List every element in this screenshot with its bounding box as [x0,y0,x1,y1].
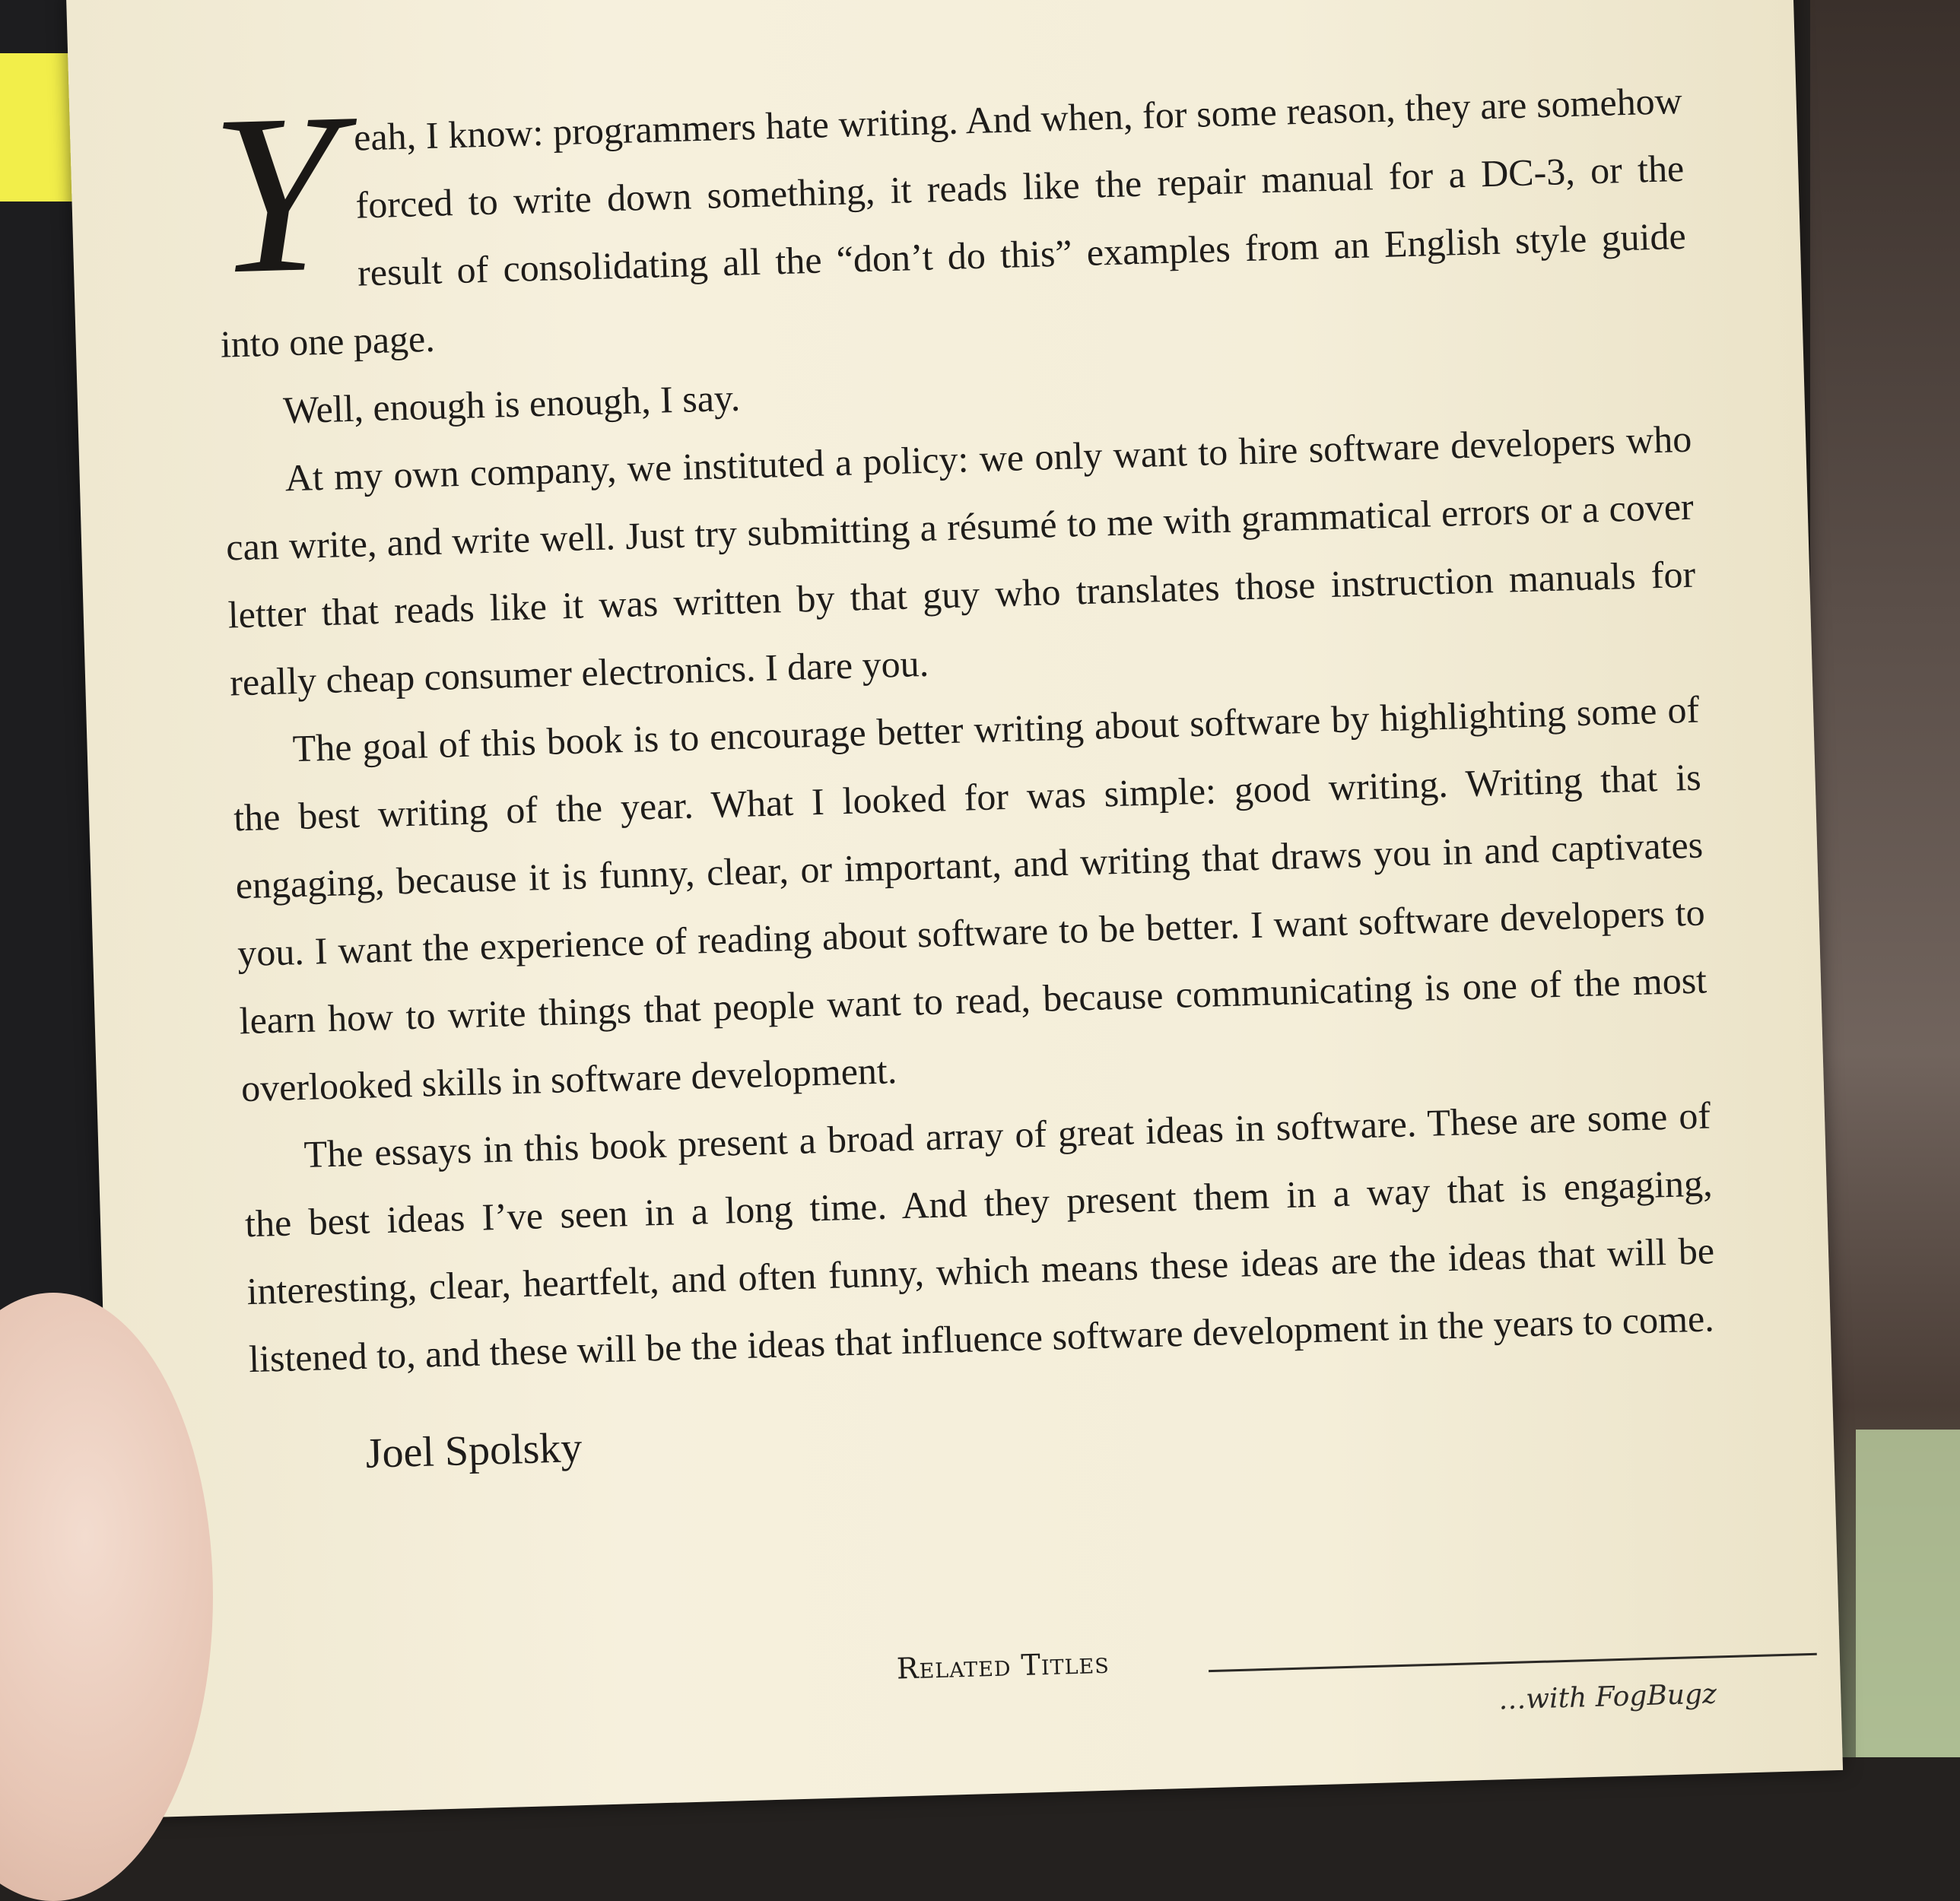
paragraph-1-text: eah, I know: programmers hate writing. And when, for some reason, they are somehow forced to write down something, it reads like the repair manual for a DC-3, or the result of consolidating all the “don’t do this” examples from an English style guide into one page. [220,78,1687,366]
related-titles-heading: Related Titles [896,1646,1110,1686]
paragraph-2: Well, enough is enough, I say. [282,376,741,432]
paragraph-3: At my own company, we instituted a policy: we only want to hire software developers who can write, and write well. Just try submitting a résumé to me with grammatical errors or a cover letter that reads like it was written by that guy who translates those instruction manuals for really cheap consumer electronics. I dare you. [225,417,1696,704]
background-blanket [1856,1430,1960,1757]
paragraph-5: The essays in this book present a broad array of great ideas in software. These are some of the best ideas I’ve seen in a long time. And they present them in a way that is engaging, interesting, clear, heartfelt, and often funny, which means these ideas are the ideas that will be listened to, and these will be the ideas that influence software development in the years to come. [244,1093,1715,1381]
partial-bottom-text: …with FogBugz [1498,1678,1717,1716]
signature: Joel Spolsky [364,1423,583,1477]
book-back-cover [66,0,1843,1818]
divider-rule [1209,1653,1817,1672]
paragraph-1 [208,65,1688,379]
paragraph-4: The goal of this book is to encourage better writing about software by highlighting some of the best writing of the year. What I looked for was simple: good writing. Writing that is engaging, because it is funny, clear, or important, and writing that draws you in and captivates you. I want the experience of reading about software to be better. I want software developers to learn how to write things that people want to read, because communicating is one of the most overlooked skills in software development. [233,687,1707,1110]
drop-cap: Y [208,65,342,322]
blurb-text [208,65,1720,1491]
